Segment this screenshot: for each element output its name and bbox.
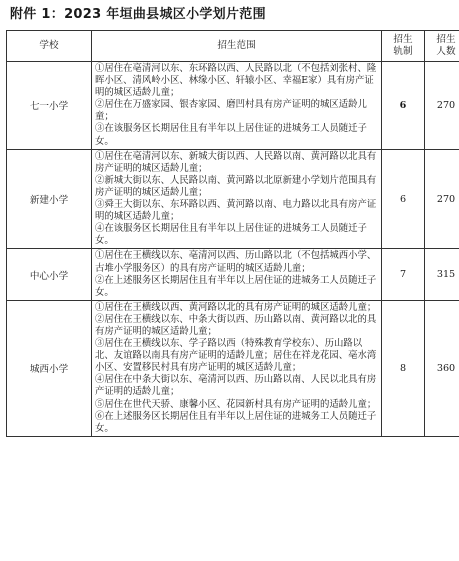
school-name: 城西小学 [7, 300, 92, 436]
range-item: ③居住在王横线以东、学子路以西（特殊教育学校东）、历山路以北、友谊路以南具有房产证明的适龄儿童；居住在祥龙花园、亳水湾小区、安置移民村具有房产证明的城区适龄儿童； [95, 338, 377, 374]
range-item: ②在上述服务区长期居住且有半年以上居住证的进城务工人员随迁子女。 [95, 274, 377, 298]
school-zoning-table [6, 30, 459, 437]
range-item: ③舜王大街以东、东环路以西、黄河路以南、电力路以北具有房产证明的城区适龄儿童； [95, 199, 377, 223]
document-title: 附件 1：2023 年垣曲县城区小学划片范围 [10, 7, 266, 22]
student-count: 270 [425, 62, 459, 150]
range-item: ④在该服务区长期居住且有半年以上居住证的进城务工人员随迁子女。 [95, 223, 367, 247]
class-count: 7 [382, 249, 425, 300]
class-count: 6 [382, 62, 425, 150]
range-item: ②居住在王横线以东、中条大街以西、历山路以南、黄河路以北的具有房产证明的城区适龄儿童； [95, 313, 377, 337]
enrollment-range [92, 300, 382, 436]
range-item: ①居住在王横线以西、黄河路以北的具有房产证明的城区适龄儿童； [95, 301, 377, 313]
header-school: 学校 [7, 31, 92, 62]
header-classes-line2: 轨制 [393, 46, 413, 57]
header-classes-line1: 招生 [393, 34, 413, 45]
school-name: 新建小学 [7, 149, 92, 249]
class-count: 6 [382, 149, 425, 249]
enrollment-range [92, 249, 382, 300]
school-name: 中心小学 [7, 249, 92, 300]
range-item: ⑤居住在世代天骄、康馨小区、花园新村具有房产证明的适龄儿童； [95, 398, 377, 410]
table-row [7, 249, 459, 300]
range-item: ⑥在上述服务区长期居住且有半年以上居住证的进城务工人员随迁子女。 [95, 410, 377, 434]
table-header-row [7, 31, 459, 62]
range-item: ①居住在亳清河以东、东环路以西、人民路以北（不包括刘张村、隆晖小区、清风岭小区、林缘小区、轩辕小区、幸福E家）具有房产证明的城区适龄儿童； [95, 63, 377, 99]
table-row [7, 300, 459, 436]
header-count-line1: 招生 [436, 34, 456, 45]
student-count: 315 [425, 249, 459, 300]
range-item: ②新城大街以东、人民路以南、黄河路以北原新建小学划片范围具有房产证明的城区适龄儿童； [95, 174, 377, 198]
student-count: 270 [425, 149, 459, 249]
student-count: 360 [425, 300, 459, 436]
enrollment-range [92, 62, 382, 150]
range-item: ③在该服务区长期居住且有半年以上居住证的进城务工人员随迁子女。 [95, 123, 367, 147]
range-item: ①居住在王横线以东、亳清河以西、历山路以北（不包括城西小学、古堆小学服务区）的具有房产证明的城区适龄儿童； [95, 250, 377, 274]
header-count [425, 31, 459, 62]
range-item: ②居住在万盛家园、银杏家园、磨凹村具有房产证明的城区适龄儿童； [95, 99, 367, 123]
table-row [7, 62, 459, 150]
header-classes [382, 31, 425, 62]
class-count: 8 [382, 300, 425, 436]
school-name: 七一小学 [7, 62, 92, 150]
header-count-line2: 人数 [436, 46, 456, 57]
range-item: ①居住在亳清河以东、新城大街以西、人民路以南、黄河路以北具有房产证明的城区适龄儿童； [95, 150, 377, 174]
header-range: 招生范围 [92, 31, 382, 62]
enrollment-range [92, 149, 382, 249]
range-item: ④居住在中条大街以东、亳清河以西、历山路以南、人民以北具有房产证明的适龄儿童； [95, 374, 377, 398]
table-row [7, 149, 459, 249]
